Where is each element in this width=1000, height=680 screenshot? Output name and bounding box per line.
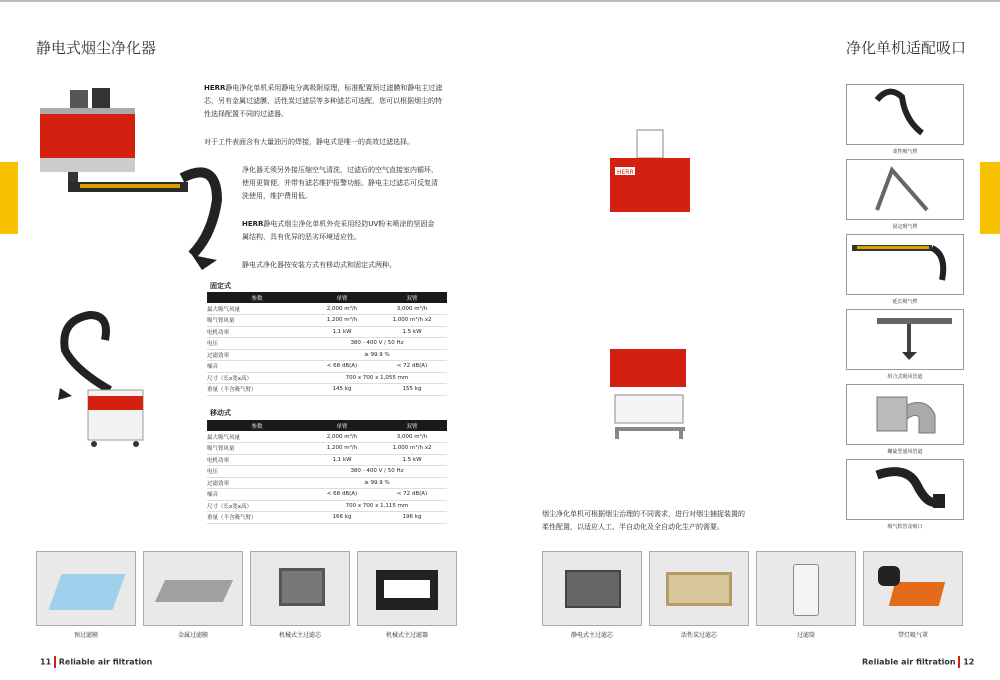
param-cell: 尺寸（长x宽x高）: [207, 500, 307, 512]
single-arm-cell: 1,200 m³/h: [307, 315, 377, 327]
mobile-flex-arm: [64, 315, 110, 390]
double-arm-cell: 1.5 kW: [377, 454, 447, 466]
thumb-filter-cartridge: [756, 551, 856, 626]
header-param: 参数: [207, 292, 307, 303]
single-arm-cell: ≥ 99.9 %: [307, 349, 447, 361]
double-arm-cell: 1,000 m³/h x2: [377, 315, 447, 327]
param-cell: 噪音: [207, 489, 307, 501]
thumb-carbon-core: [649, 551, 749, 626]
double-arm-cell: 155 kg: [377, 384, 447, 396]
single-arm-cell: 700 x 700 x 1,115 mm: [307, 500, 447, 512]
table-row: [207, 431, 447, 443]
param-cell: 过滤效率: [207, 349, 307, 361]
param-cell: 电压: [207, 338, 307, 350]
suction-hood: [192, 255, 217, 270]
fixed-type-label: 固定式: [210, 282, 231, 290]
single-arm-cell: < 68 dB(A): [307, 361, 377, 373]
single-arm-cell: 2,000 m³/h: [307, 431, 377, 443]
table-row: [207, 361, 447, 373]
acc-caption-flex-arm: 柔性吸气臂: [892, 149, 918, 155]
single-arm-cell: 145 kg: [307, 384, 377, 396]
table-row: [207, 489, 447, 501]
table-row: [207, 326, 447, 338]
double-arm-cell: < 72 dB(A): [377, 361, 447, 373]
unit-body: [40, 108, 135, 160]
top-rule: [0, 0, 1000, 2]
param-cell: 过滤效率: [207, 477, 307, 489]
acc-caption-hose-inlet: 吸气软管及吸口: [887, 524, 923, 530]
front-view-drawing: [605, 125, 705, 225]
intro-paragraph: HERR静电净化单机采用静电分离吸附原理，标准配置预过滤膜和静电主过滤 芯，另有金属过滤膜、活性炭过滤层等多种滤芯可选配，您可以根据烟尘的特 性选择配置不同的过滤器。: [204, 84, 443, 118]
param-cell: 电压: [207, 466, 307, 478]
acc-hose-inlet: [846, 459, 964, 520]
acc-flex-arm: [846, 84, 964, 145]
param-cell: 吸气臂风量: [207, 315, 307, 327]
mobile-spec-table: 参数 单臂 双臂 最大吸气风量 2,000 m³/h 3,000 m³/h 吸气臂风量 1,200 m³/h 1,000 m³/h x2 电机功率 1.1 kW 1.5 kW 电压 380 - 400 V / 50 Hz 过滤效率 ≥ 99.9 % 噪音 < 68 dB(A) < 72 dB(A) 尺寸（长x宽x高） 700 x 700 x 1,115 mm 重量（不含吸气臂） 166 kg 196 kg: [207, 420, 447, 524]
right-page-title: 净化单机适配吸口: [846, 39, 967, 57]
acc-caption-spiral-duct: 螺旋型通风管道: [887, 449, 923, 455]
single-arm-cell: 380 - 400 V / 50 Hz: [307, 338, 447, 350]
thumb-caption-mech-filter: 机械式主过滤器: [385, 632, 428, 639]
thumb-caption-es-core: 静电式主过滤芯: [570, 632, 613, 639]
table-row: [207, 500, 447, 512]
table-row: [207, 443, 447, 455]
param-cell: 最大吸气风量: [207, 303, 307, 315]
mobile-purifier-illustration: [50, 300, 160, 450]
single-arm-cell: 700 x 700 x 1,055 mm: [307, 372, 447, 384]
single-arm-cell: ≥ 99.9 %: [307, 477, 447, 489]
table-row: [207, 372, 447, 384]
param-cell: 噪音: [207, 361, 307, 373]
mobile-type-label: 移动式: [210, 409, 231, 417]
single-arm-cell: 1.1 kW: [307, 454, 377, 466]
double-arm-cell: 196 kg: [377, 512, 447, 524]
table-row: [207, 303, 447, 315]
thumb-es-core: [542, 551, 642, 626]
single-arm-cell: 1.1 kW: [307, 326, 377, 338]
acc-extension-arm: [846, 234, 964, 295]
param-cell: 重量（不含吸气臂）: [207, 384, 307, 396]
header-single-arm: 单臂: [307, 292, 377, 303]
single-arm-cell: 166 kg: [307, 512, 377, 524]
table-row: [207, 315, 447, 327]
double-arm-cell: 3,000 m³/h: [377, 431, 447, 443]
fixed-spec-table: [207, 292, 447, 396]
single-arm-cell: < 68 dB(A): [307, 489, 377, 501]
acc-caption-extension-arm: 延长吸气臂: [892, 299, 918, 305]
right-description: 烟尘净化单机可根据烟尘治理的不同需求，进行对烟尘捕捉装置的 柔性配置，以适应人工、半自动化及全自动化生产的需要。: [542, 510, 745, 531]
front-view-brand: HERR: [617, 169, 634, 176]
thumb-caption-mech-core: 机械式主过滤芯: [278, 632, 321, 639]
acc-combined-duct: [846, 309, 964, 370]
side-view-drawing: [605, 345, 705, 445]
double-arm-cell: 3,000 m³/h: [377, 303, 447, 315]
double-arm-cell: < 72 dB(A): [377, 489, 447, 501]
header-double-arm: 双臂: [377, 292, 447, 303]
table-row: [207, 349, 447, 361]
param-cell: 吸气臂风量: [207, 443, 307, 455]
left-yellow-tab: [0, 162, 18, 234]
param-cell: 重量（不含吸气臂）: [207, 512, 307, 524]
acc-spiral-duct: [846, 384, 964, 445]
thumb-mech-filter: [357, 551, 457, 626]
cleaning-paragraph: 净化器无须另外接压缩空气清洗，过滤后的空气直接室内循环， 使用更简便，并带有滤芯维护报警功能。静电主过滤芯可反复清 洗使用，维护费用低。: [242, 166, 438, 200]
thumb-caption-carbon-core: 活性炭过滤芯: [680, 632, 717, 639]
acc-caption-combined-duct: 组合式吸风管道: [887, 374, 923, 380]
table-row: [207, 466, 447, 478]
single-arm-cell: 1,200 m³/h: [307, 443, 377, 455]
param-cell: 最大吸气风量: [207, 431, 307, 443]
left-footer: 11 Reliable air filtration: [40, 657, 153, 667]
param-cell: 电机功率: [207, 326, 307, 338]
acc-caption-fixed-arm: 固定吸气臂: [892, 224, 918, 230]
table-row: [207, 384, 447, 396]
thumb-caption-filter-cartridge: 过滤筒: [796, 632, 815, 639]
housing-paragraph: HERR静电式烟尘净化单机外壳采用经防UV粉末喷涂的坚固金 属结构，具有优异的恶劣环境适应性。: [242, 220, 435, 241]
thumb-caption-pre-filter: 预过滤膜: [73, 632, 98, 639]
left-page-title: 静电式烟尘净化器: [36, 39, 157, 57]
mount-type-paragraph: 静电式净化器按安装方式有移动式和固定式两种。: [242, 261, 396, 269]
thumb-metal-filter: [143, 551, 243, 626]
table-row: [207, 338, 447, 350]
thumb-lamp-hood: [863, 551, 963, 626]
thumb-caption-metal-filter: 金属过滤膜: [177, 632, 208, 639]
right-yellow-tab: [980, 162, 1000, 234]
thumb-pre-filter: [36, 551, 136, 626]
single-arm-cell: 380 - 400 V / 50 Hz: [307, 466, 447, 478]
param-cell: 电机功率: [207, 454, 307, 466]
acc-fixed-arm: [846, 159, 964, 220]
param-cell: 尺寸（长x宽x高）: [207, 372, 307, 384]
thumb-mech-core: [250, 551, 350, 626]
table-row: [207, 512, 447, 524]
double-arm-cell: 1.5 kW: [377, 326, 447, 338]
thumb-caption-lamp-hood: 带灯吸气罩: [897, 632, 928, 639]
table-row: [207, 454, 447, 466]
double-arm-cell: 1,000 m³/h x2: [377, 443, 447, 455]
single-arm-cell: 2,000 m³/h: [307, 303, 377, 315]
table-row: [207, 477, 447, 489]
oily-weld-paragraph: 对于工件表面含有大量油污的焊接，静电式是唯一的高效过滤选择。: [204, 138, 414, 146]
right-footer: Reliable air filtration 12: [862, 657, 975, 667]
fan-motor: [70, 90, 88, 108]
